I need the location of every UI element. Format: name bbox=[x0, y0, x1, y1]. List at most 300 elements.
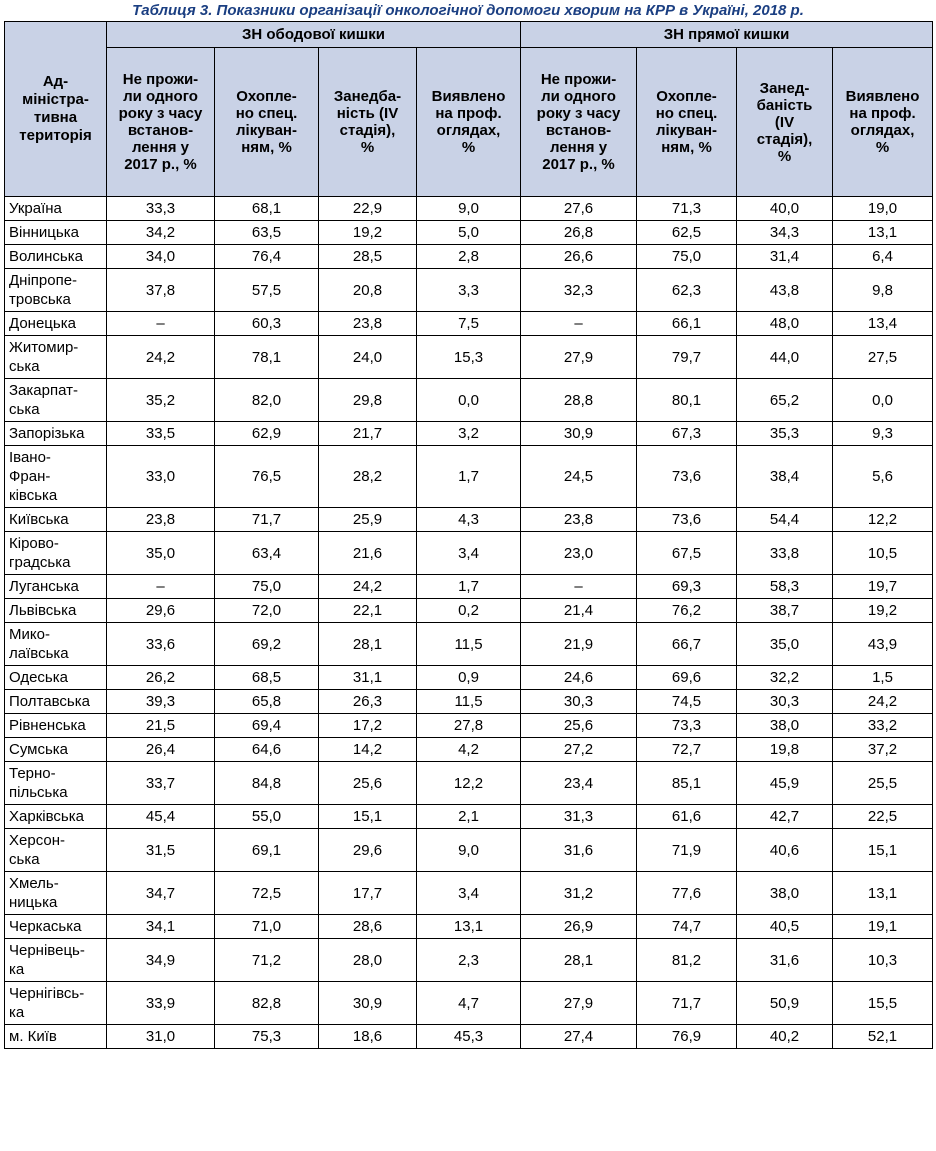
territory-name bbox=[5, 738, 107, 762]
table-cell: 63,5 bbox=[215, 221, 319, 245]
data-table bbox=[4, 21, 933, 1049]
table-row bbox=[5, 829, 933, 872]
table-cell: 22,1 bbox=[319, 599, 417, 623]
table-cell: 69,6 bbox=[637, 666, 737, 690]
header-colon-treatment: Охопле- но спец. лікуван- ням, % bbox=[215, 48, 319, 197]
table-cell: 62,3 bbox=[637, 269, 737, 312]
table-cell: 2,3 bbox=[417, 939, 521, 982]
table-cell: 26,3 bbox=[319, 690, 417, 714]
table-row bbox=[5, 690, 933, 714]
table-cell: 28,8 bbox=[521, 379, 637, 422]
table-row bbox=[5, 422, 933, 446]
table-cell: 33,5 bbox=[107, 422, 215, 446]
table-row bbox=[5, 336, 933, 379]
territory-label: Черкаська bbox=[9, 918, 82, 935]
table-title: Таблиця 3. Показники організації онкологічної допомоги хворим на КРР в Україні, 2018 р. bbox=[132, 2, 804, 19]
table-cell: 18,6 bbox=[319, 1025, 417, 1049]
table-cell: 9,3 bbox=[833, 422, 933, 446]
table-cell: 27,4 bbox=[521, 1025, 637, 1049]
table-cell: 27,9 bbox=[521, 982, 637, 1025]
table-row bbox=[5, 939, 933, 982]
header-group-rectum: ЗН прямої кишки bbox=[521, 22, 933, 48]
table-cell: 75,3 bbox=[215, 1025, 319, 1049]
table-cell: 38,0 bbox=[737, 872, 833, 915]
territory-label: Вінницька bbox=[9, 224, 79, 241]
territory-name bbox=[5, 623, 107, 666]
territory-label: Волинська bbox=[9, 248, 83, 265]
table-cell: 11,5 bbox=[417, 623, 521, 666]
table-cell: 26,8 bbox=[521, 221, 637, 245]
table-cell: 34,2 bbox=[107, 221, 215, 245]
territory-name bbox=[5, 690, 107, 714]
table-cell: 45,3 bbox=[417, 1025, 521, 1049]
table-cell: 31,5 bbox=[107, 829, 215, 872]
table-cell: 54,4 bbox=[737, 508, 833, 532]
table-cell: 26,4 bbox=[107, 738, 215, 762]
table-cell: 24,2 bbox=[107, 336, 215, 379]
table-cell: 21,7 bbox=[319, 422, 417, 446]
table-cell: 72,5 bbox=[215, 872, 319, 915]
table-cell: 80,1 bbox=[637, 379, 737, 422]
table-cell: 9,0 bbox=[417, 829, 521, 872]
table-cell: 19,2 bbox=[833, 599, 933, 623]
header-rectum-treatment: Охопле- но спец. лікуван- ням, % bbox=[637, 48, 737, 197]
table-cell: 31,6 bbox=[737, 939, 833, 982]
territory-name bbox=[5, 379, 107, 422]
table-cell: 48,0 bbox=[737, 312, 833, 336]
table-cell: 3,4 bbox=[417, 532, 521, 575]
table-cell: 37,2 bbox=[833, 738, 933, 762]
territory-label: Чернігівсь- ка bbox=[9, 985, 85, 1021]
territory-label: м. Київ bbox=[9, 1028, 57, 1045]
table-cell: 76,9 bbox=[637, 1025, 737, 1049]
territory-label: Рівненська bbox=[9, 717, 86, 734]
header-rectum-mortality: Не прожи- ли одного року з часу встанов- лення у 2017 р., % bbox=[521, 48, 637, 197]
table-row bbox=[5, 269, 933, 312]
table-cell: 25,9 bbox=[319, 508, 417, 532]
table-cell: 71,0 bbox=[215, 915, 319, 939]
table-cell: 21,4 bbox=[521, 599, 637, 623]
table-cell: 78,1 bbox=[215, 336, 319, 379]
table-cell: 31,0 bbox=[107, 1025, 215, 1049]
table-row bbox=[5, 508, 933, 532]
table-cell: 40,5 bbox=[737, 915, 833, 939]
territory-name bbox=[5, 197, 107, 221]
table-cell: 28,2 bbox=[319, 446, 417, 508]
table-cell: 24,2 bbox=[319, 575, 417, 599]
table-row bbox=[5, 1025, 933, 1049]
table-row bbox=[5, 599, 933, 623]
territory-name bbox=[5, 939, 107, 982]
table-cell: 79,7 bbox=[637, 336, 737, 379]
territory-name bbox=[5, 422, 107, 446]
table-cell: 57,5 bbox=[215, 269, 319, 312]
table-cell: 31,6 bbox=[521, 829, 637, 872]
table-cell: 26,2 bbox=[107, 666, 215, 690]
table-cell: 27,6 bbox=[521, 197, 637, 221]
table-cell: 2,1 bbox=[417, 805, 521, 829]
table-cell: 39,3 bbox=[107, 690, 215, 714]
table-cell: 24,5 bbox=[521, 446, 637, 508]
table-cell: 0,0 bbox=[833, 379, 933, 422]
table-cell: 66,1 bbox=[637, 312, 737, 336]
table-cell: 77,6 bbox=[637, 872, 737, 915]
table-cell: 15,1 bbox=[833, 829, 933, 872]
header-colon-mortality: Не прожи- ли одного року з часу встанов- лення у 2017 р., % bbox=[107, 48, 215, 197]
territory-name bbox=[5, 336, 107, 379]
table-cell: 3,2 bbox=[417, 422, 521, 446]
territory-label: Харківська bbox=[9, 808, 84, 825]
table-cell: 2,8 bbox=[417, 245, 521, 269]
territory-label: Хмель- ницька bbox=[9, 875, 59, 911]
table-cell: 19,7 bbox=[833, 575, 933, 599]
table-cell: 58,3 bbox=[737, 575, 833, 599]
table-cell: 21,9 bbox=[521, 623, 637, 666]
territory-label: Україна bbox=[9, 200, 62, 217]
table-row bbox=[5, 915, 933, 939]
table-cell: 29,6 bbox=[107, 599, 215, 623]
territory-name bbox=[5, 666, 107, 690]
territory-name bbox=[5, 269, 107, 312]
table-cell: 27,2 bbox=[521, 738, 637, 762]
table-cell: 20,8 bbox=[319, 269, 417, 312]
table-cell: 63,4 bbox=[215, 532, 319, 575]
table-row bbox=[5, 666, 933, 690]
table-cell: 9,8 bbox=[833, 269, 933, 312]
territory-label: Херсон- ська bbox=[9, 832, 65, 868]
table-cell: 43,9 bbox=[833, 623, 933, 666]
territory-label: Донецька bbox=[9, 315, 76, 332]
table-cell: 13,1 bbox=[833, 872, 933, 915]
table-cell: 19,8 bbox=[737, 738, 833, 762]
table-row bbox=[5, 738, 933, 762]
table-cell: 40,2 bbox=[737, 1025, 833, 1049]
table-cell: 27,5 bbox=[833, 336, 933, 379]
table-cell: 76,2 bbox=[637, 599, 737, 623]
table-cell: 0,2 bbox=[417, 599, 521, 623]
territory-label: Дніпропе- тровська bbox=[9, 272, 78, 308]
territory-name bbox=[5, 805, 107, 829]
table-cell: 38,0 bbox=[737, 714, 833, 738]
table-cell: 69,4 bbox=[215, 714, 319, 738]
table-cell: 31,2 bbox=[521, 872, 637, 915]
territory-name bbox=[5, 982, 107, 1025]
table-row bbox=[5, 197, 933, 221]
table-body bbox=[5, 197, 933, 1049]
header-rectum-screening: Виявлено на проф. оглядах, % bbox=[833, 48, 933, 197]
table-cell: 12,2 bbox=[417, 762, 521, 805]
table-cell: 45,4 bbox=[107, 805, 215, 829]
territory-label: Мико- лаївська bbox=[9, 626, 69, 662]
table-cell: 69,1 bbox=[215, 829, 319, 872]
table-cell: 19,1 bbox=[833, 915, 933, 939]
territory-name bbox=[5, 446, 107, 508]
table-cell: 30,9 bbox=[319, 982, 417, 1025]
territory-name bbox=[5, 1025, 107, 1049]
table-cell: 31,3 bbox=[521, 805, 637, 829]
table-cell: 76,5 bbox=[215, 446, 319, 508]
table-cell: 73,3 bbox=[637, 714, 737, 738]
table-cell: 73,6 bbox=[637, 508, 737, 532]
table-cell: 29,8 bbox=[319, 379, 417, 422]
table-cell: 10,3 bbox=[833, 939, 933, 982]
territory-label: Одеська bbox=[9, 669, 68, 686]
table-cell: 40,6 bbox=[737, 829, 833, 872]
table-cell: 3,4 bbox=[417, 872, 521, 915]
table-cell: 11,5 bbox=[417, 690, 521, 714]
table-cell: 13,4 bbox=[833, 312, 933, 336]
table-cell: 35,0 bbox=[107, 532, 215, 575]
territory-name bbox=[5, 599, 107, 623]
table-cell: 15,5 bbox=[833, 982, 933, 1025]
table-cell: 23,8 bbox=[107, 508, 215, 532]
table-cell: 72,0 bbox=[215, 599, 319, 623]
territory-label: Закарпат- ська bbox=[9, 382, 78, 418]
table-cell: 19,2 bbox=[319, 221, 417, 245]
table-cell: 67,5 bbox=[637, 532, 737, 575]
table-cell: 9,0 bbox=[417, 197, 521, 221]
table-row bbox=[5, 446, 933, 508]
table-cell: 76,4 bbox=[215, 245, 319, 269]
table-cell: 65,8 bbox=[215, 690, 319, 714]
table-cell: 26,6 bbox=[521, 245, 637, 269]
table-cell: 71,3 bbox=[637, 197, 737, 221]
table-cell: 72,7 bbox=[637, 738, 737, 762]
table-cell: 0,9 bbox=[417, 666, 521, 690]
table-cell: 62,5 bbox=[637, 221, 737, 245]
territory-label: Сумська bbox=[9, 741, 69, 758]
table-cell: 34,9 bbox=[107, 939, 215, 982]
table-row bbox=[5, 312, 933, 336]
table-cell: 17,2 bbox=[319, 714, 417, 738]
territory-name bbox=[5, 714, 107, 738]
table-cell: 33,8 bbox=[737, 532, 833, 575]
territory-label: Житомир- ська bbox=[9, 339, 79, 375]
table-cell: 32,2 bbox=[737, 666, 833, 690]
table-cell: 24,2 bbox=[833, 690, 933, 714]
table-cell: 30,3 bbox=[521, 690, 637, 714]
table-cell: 32,3 bbox=[521, 269, 637, 312]
table-cell: 33,9 bbox=[107, 982, 215, 1025]
table-cell: 34,7 bbox=[107, 872, 215, 915]
table-cell: 82,0 bbox=[215, 379, 319, 422]
table-cell: 27,8 bbox=[417, 714, 521, 738]
table-cell: 82,8 bbox=[215, 982, 319, 1025]
table-cell: 28,0 bbox=[319, 939, 417, 982]
table-cell: 40,0 bbox=[737, 197, 833, 221]
table-cell: 7,5 bbox=[417, 312, 521, 336]
table-cell: 35,0 bbox=[737, 623, 833, 666]
table-cell: 29,6 bbox=[319, 829, 417, 872]
table-cell: 75,0 bbox=[637, 245, 737, 269]
table-cell: 28,1 bbox=[319, 623, 417, 666]
table-cell: 74,5 bbox=[637, 690, 737, 714]
table-cell: 13,1 bbox=[417, 915, 521, 939]
table-cell: – bbox=[107, 312, 215, 336]
table-cell: 65,2 bbox=[737, 379, 833, 422]
territory-name bbox=[5, 829, 107, 872]
territory-name bbox=[5, 221, 107, 245]
table-cell: 34,3 bbox=[737, 221, 833, 245]
territory-label: Кірово- градська bbox=[9, 535, 71, 571]
table-row bbox=[5, 805, 933, 829]
table-cell: 25,6 bbox=[521, 714, 637, 738]
table-cell: 23,0 bbox=[521, 532, 637, 575]
table-cell: 10,5 bbox=[833, 532, 933, 575]
table-cell: 25,5 bbox=[833, 762, 933, 805]
table-row bbox=[5, 532, 933, 575]
table-cell: 22,5 bbox=[833, 805, 933, 829]
territory-label: Запорізька bbox=[9, 425, 85, 442]
table-cell: – bbox=[521, 575, 637, 599]
table-cell: 22,9 bbox=[319, 197, 417, 221]
table-cell: 19,0 bbox=[833, 197, 933, 221]
table-cell: 68,5 bbox=[215, 666, 319, 690]
table-cell: 33,7 bbox=[107, 762, 215, 805]
table-cell: 69,3 bbox=[637, 575, 737, 599]
header-colon-screening: Виявлено на проф. оглядах, % bbox=[417, 48, 521, 197]
table-row bbox=[5, 623, 933, 666]
table-cell: 26,9 bbox=[521, 915, 637, 939]
table-cell: 61,6 bbox=[637, 805, 737, 829]
table-cell: 34,0 bbox=[107, 245, 215, 269]
table-cell: 28,6 bbox=[319, 915, 417, 939]
table-cell: 68,1 bbox=[215, 197, 319, 221]
territory-label: Львівська bbox=[9, 602, 77, 619]
territory-label: Луганська bbox=[9, 578, 79, 595]
table-cell: 21,6 bbox=[319, 532, 417, 575]
table-cell: 81,2 bbox=[637, 939, 737, 982]
header-rectum-neglect: Занед- баність (IV стадія), % bbox=[737, 48, 833, 197]
table-cell: 17,7 bbox=[319, 872, 417, 915]
table-cell: – bbox=[107, 575, 215, 599]
table-cell: 71,2 bbox=[215, 939, 319, 982]
territory-name bbox=[5, 762, 107, 805]
table-cell: 28,5 bbox=[319, 245, 417, 269]
territory-label: Київська bbox=[9, 511, 69, 528]
table-cell: 33,0 bbox=[107, 446, 215, 508]
table-cell: 69,2 bbox=[215, 623, 319, 666]
table-cell: 24,0 bbox=[319, 336, 417, 379]
territory-label: Івано- Фран- ківська bbox=[9, 449, 58, 504]
table-cell: 84,8 bbox=[215, 762, 319, 805]
table-cell: 13,1 bbox=[833, 221, 933, 245]
table-cell: 21,5 bbox=[107, 714, 215, 738]
table-cell: 31,1 bbox=[319, 666, 417, 690]
table-cell: 4,2 bbox=[417, 738, 521, 762]
table-cell: 38,4 bbox=[737, 446, 833, 508]
table-cell: 42,7 bbox=[737, 805, 833, 829]
table-cell: 62,9 bbox=[215, 422, 319, 446]
table-cell: 3,3 bbox=[417, 269, 521, 312]
table-cell: 33,6 bbox=[107, 623, 215, 666]
table-row bbox=[5, 245, 933, 269]
table-cell: 45,9 bbox=[737, 762, 833, 805]
table-cell: 38,7 bbox=[737, 599, 833, 623]
table-cell: 4,7 bbox=[417, 982, 521, 1025]
table-cell: 44,0 bbox=[737, 336, 833, 379]
table-cell: 75,0 bbox=[215, 575, 319, 599]
table-cell: 33,2 bbox=[833, 714, 933, 738]
table-cell: 1,7 bbox=[417, 575, 521, 599]
table-cell: 15,1 bbox=[319, 805, 417, 829]
table-cell: 43,8 bbox=[737, 269, 833, 312]
table-cell: 66,7 bbox=[637, 623, 737, 666]
table-cell: 55,0 bbox=[215, 805, 319, 829]
table-cell: 60,3 bbox=[215, 312, 319, 336]
territory-label: Терно- пільська bbox=[9, 765, 68, 801]
table-cell: 37,8 bbox=[107, 269, 215, 312]
table-cell: 23,8 bbox=[319, 312, 417, 336]
table-row bbox=[5, 575, 933, 599]
table-cell: 25,6 bbox=[319, 762, 417, 805]
table-cell: 71,7 bbox=[637, 982, 737, 1025]
territory-name bbox=[5, 532, 107, 575]
table-cell: 71,7 bbox=[215, 508, 319, 532]
table-header bbox=[5, 22, 933, 197]
table-cell: 1,7 bbox=[417, 446, 521, 508]
table-cell: 52,1 bbox=[833, 1025, 933, 1049]
table-row bbox=[5, 379, 933, 422]
table-cell: 23,8 bbox=[521, 508, 637, 532]
header-group-row bbox=[5, 22, 933, 48]
territory-name bbox=[5, 915, 107, 939]
table-row bbox=[5, 762, 933, 805]
table-cell: 4,3 bbox=[417, 508, 521, 532]
table-row bbox=[5, 221, 933, 245]
territory-name bbox=[5, 312, 107, 336]
table-cell: 85,1 bbox=[637, 762, 737, 805]
table-cell: 50,9 bbox=[737, 982, 833, 1025]
table-cell: 12,2 bbox=[833, 508, 933, 532]
table-cell: 73,6 bbox=[637, 446, 737, 508]
table-row bbox=[5, 982, 933, 1025]
table-cell: 71,9 bbox=[637, 829, 737, 872]
table-cell: 34,1 bbox=[107, 915, 215, 939]
table-cell: 27,9 bbox=[521, 336, 637, 379]
table-cell: 35,3 bbox=[737, 422, 833, 446]
table-cell: 74,7 bbox=[637, 915, 737, 939]
header-subcolumn-row bbox=[5, 48, 933, 197]
table-cell: 1,5 bbox=[833, 666, 933, 690]
table-cell: 23,4 bbox=[521, 762, 637, 805]
table-cell: 24,6 bbox=[521, 666, 637, 690]
table-cell: 33,3 bbox=[107, 197, 215, 221]
header-territory: Ад- міністра- тивна територія bbox=[5, 22, 107, 197]
table-cell: 6,4 bbox=[833, 245, 933, 269]
table-cell: 30,3 bbox=[737, 690, 833, 714]
header-group-colon: ЗН ободової кишки bbox=[107, 22, 521, 48]
table-cell: 28,1 bbox=[521, 939, 637, 982]
territory-name bbox=[5, 575, 107, 599]
table-cell: 30,9 bbox=[521, 422, 637, 446]
table-cell: 14,2 bbox=[319, 738, 417, 762]
table-cell: 67,3 bbox=[637, 422, 737, 446]
table-cell: 0,0 bbox=[417, 379, 521, 422]
table-cell: 5,0 bbox=[417, 221, 521, 245]
territory-name bbox=[5, 872, 107, 915]
table-cell: 64,6 bbox=[215, 738, 319, 762]
table-cell: 5,6 bbox=[833, 446, 933, 508]
territory-name bbox=[5, 245, 107, 269]
table-cell: 15,3 bbox=[417, 336, 521, 379]
table-cell: 35,2 bbox=[107, 379, 215, 422]
territory-label: Чернівець- ка bbox=[9, 942, 85, 978]
territory-name bbox=[5, 508, 107, 532]
header-colon-neglect: Занедба- ність (IV стадія), % bbox=[319, 48, 417, 197]
table-cell: – bbox=[521, 312, 637, 336]
table-row bbox=[5, 872, 933, 915]
